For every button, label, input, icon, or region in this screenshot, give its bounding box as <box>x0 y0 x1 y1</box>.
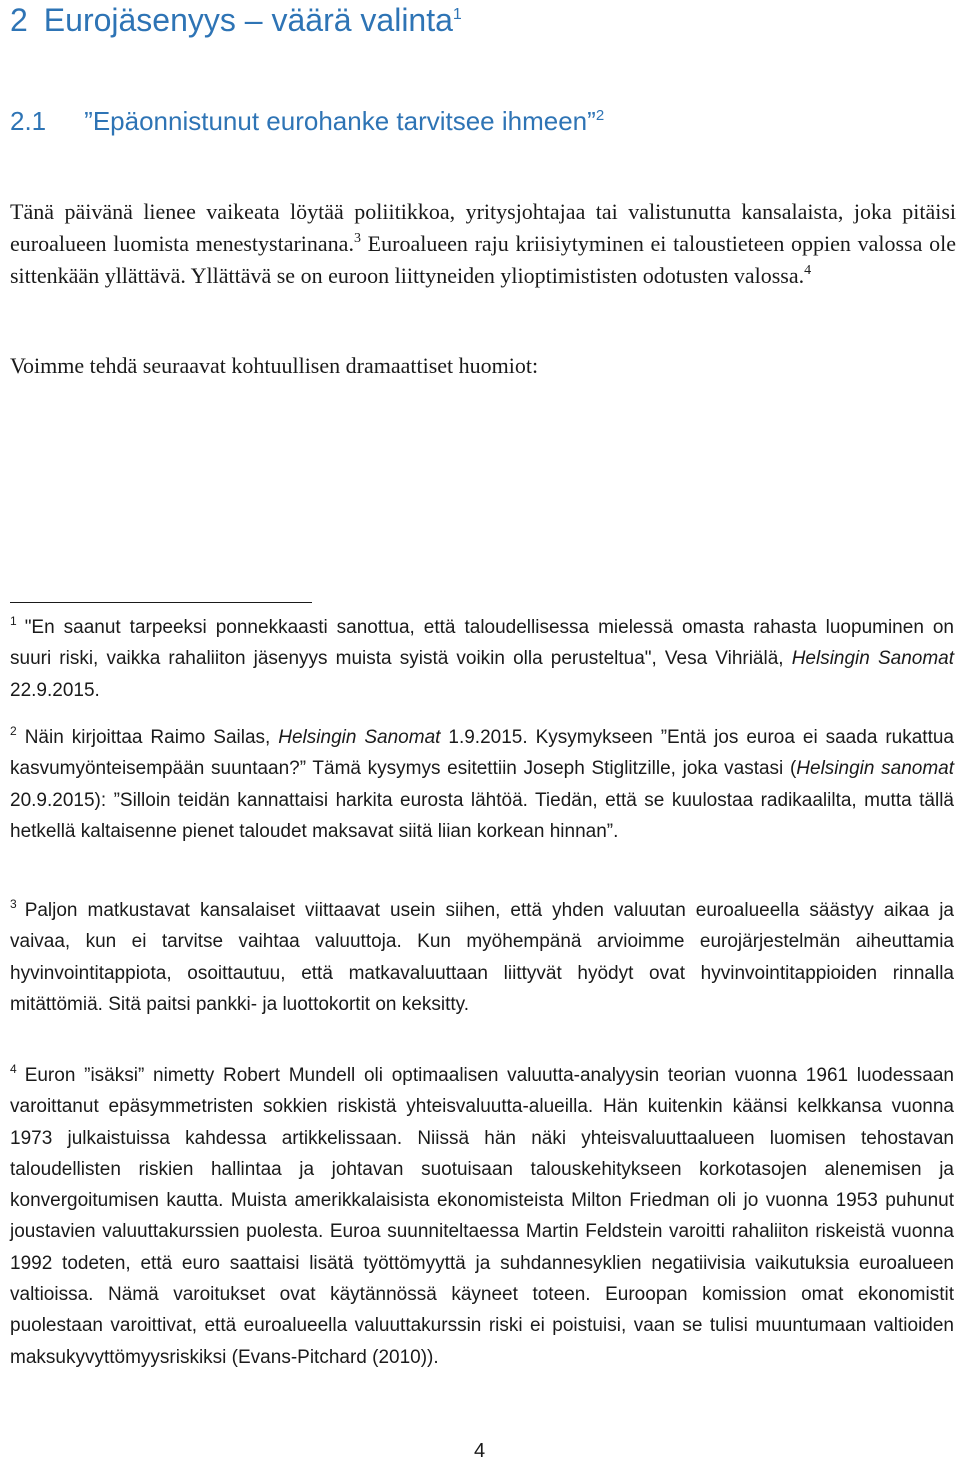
page-number: 4 <box>474 1440 486 1462</box>
footnote-mark: 3 <box>10 897 17 911</box>
footnote-1 <box>10 612 954 706</box>
footnote-4 <box>10 1060 954 1373</box>
source-title: Helsingin Sanomat <box>278 727 441 748</box>
footnote-3 <box>10 895 954 1020</box>
footnote-text: Näin kirjoittaa Raimo Sailas, <box>24 727 279 748</box>
paragraph-text: Euroalueen raju kriisiytyminen ei taloustieteen oppien valossa ole sittenkään yllättävä. Yllättävä se on euroon liittyneiden ylioptimististen odotusten valossa. <box>10 231 957 288</box>
footnote-mark: 4 <box>10 1062 17 1076</box>
footnote-text: "En saanut tarpeeksi ponnekkaasti sanottua, että taloudellisessa mielessä omasta rahasta luopuminen on suuri riski, vaikka rahaliiton jäsenyys muista syistä voikin olla perusteltua", Vesa Vihriälä, <box>10 617 954 670</box>
body-paragraph-2: Voimme tehdä seuraavat kohtuullisen dramaattiset huomiot: <box>10 353 539 378</box>
chapter-title: Eurojäsenyys – väärä valinta <box>43 2 453 38</box>
source-title: Helsingin Sanomat <box>791 648 954 670</box>
footnote-2 <box>10 722 954 847</box>
section-number: 2.1 <box>10 106 47 136</box>
chapter-footnote-ref[interactable]: 1 <box>452 6 462 23</box>
footnote-text: 1.9.2015. Kysymykseen ”Entä jos euroa ei saada rukattua kasvumyönteisempään suuntaan?” Tämä kysymys esitettiin Joseph Stiglitzille, joka vastasi ( <box>10 727 954 780</box>
footnote-ref-3[interactable]: 3 <box>353 231 361 246</box>
footnote-ref-4[interactable]: 4 <box>804 263 812 278</box>
chapter-heading <box>10 0 462 40</box>
footnote-mark: 1 <box>10 614 17 628</box>
footnote-text: 22.9.2015. <box>10 679 100 701</box>
footnote-text: Euron ”isäksi” nimetty Robert Mundell oli optimaalisen valuutta-analyysin teorian vuonna 1961 luodessaan varoittanut epäsymmetristen sokkien riskistä yhteisvaluutta-alueilla. Hän kuitenkin käänsi kelkkansa vuonna 1973 julkaistuissa kahdessa artikkelissaan. Niissä hän näki yhteisvaluuttaalueen luomisen tehostavan taloudellisten riskien hallintaa ja johtavan suotuisaan talouskehitykseen korkotasojen alenemisen ja konvergoitumisen kautta. Muista amerikkalaisista ekonomisteista Milton Friedman oli jo vuonna 1953 puhunut joustavien valuuttakurssien puolesta. Euroa suunniteltaessa Martin Feldstein varoitti rahaliiton riskeistä vuonna 1992 todeten, että euro saattaisi lisätä työttömyyttä ja suhdannesyklien negatiivisia vaikutuksia euroalueen valtioissa. Nämä varoitukset ovat käytännössä käyneet toteen. Euroopan komission omat ekonomistit puolestaan varoittivat, että euroalueella valuuttakurssin riski ei poistuisi, vaan se tulisi muuntumaan valtioiden maksukyvyttömyysriskiksi (Evans-Pitchard (2010)). <box>10 1065 954 1368</box>
section-title: ”Epäonnistunut eurohanke tarvitsee ihmeen” <box>84 106 596 136</box>
section-footnote-ref[interactable]: 2 <box>595 107 605 124</box>
footnote-mark: 2 <box>10 724 17 738</box>
footnote-text: 20.9.2015): ”Silloin teidän kannattaisi harkita eurosta lähtöä. Tiedän, että se kuulostaa radikaalilta, mutta tällä hetkellä kaltaisenne pienet taloudet maksavat siitä liian korkean hinnan”. <box>10 789 954 842</box>
body-paragraph-1 <box>10 196 956 292</box>
chapter-number: 2 <box>10 2 28 38</box>
section-heading <box>10 104 604 138</box>
source-title: Helsingin sanomat <box>796 758 954 780</box>
footnote-separator <box>10 602 312 603</box>
paragraph-text: Tänä päivänä lienee vaikeata löytää poliitikkoa, yritysjohtajaa tai valistunutta kansalaista, joka pitäisi euroalueen luomista menestystarinana. <box>10 199 956 256</box>
footnote-text: Paljon matkustavat kansalaiset viittaavat usein siihen, että yhden valuutan euroalueella säästyy aikaa ja vaivaa, kun ei tarvitse vaihtaa valuuttoja. Kun myöhempänä arvioimme eurojärjestelmän aiheuttamia hyvinvointitappiota, osoittautuu, että matkavaluuttaan liittyvät hyödyt ovat hyvinvointitappioiden rinnalla mitättömiä. Sitä paitsi pankki- ja luottokortit on keksitty. <box>10 900 954 1015</box>
